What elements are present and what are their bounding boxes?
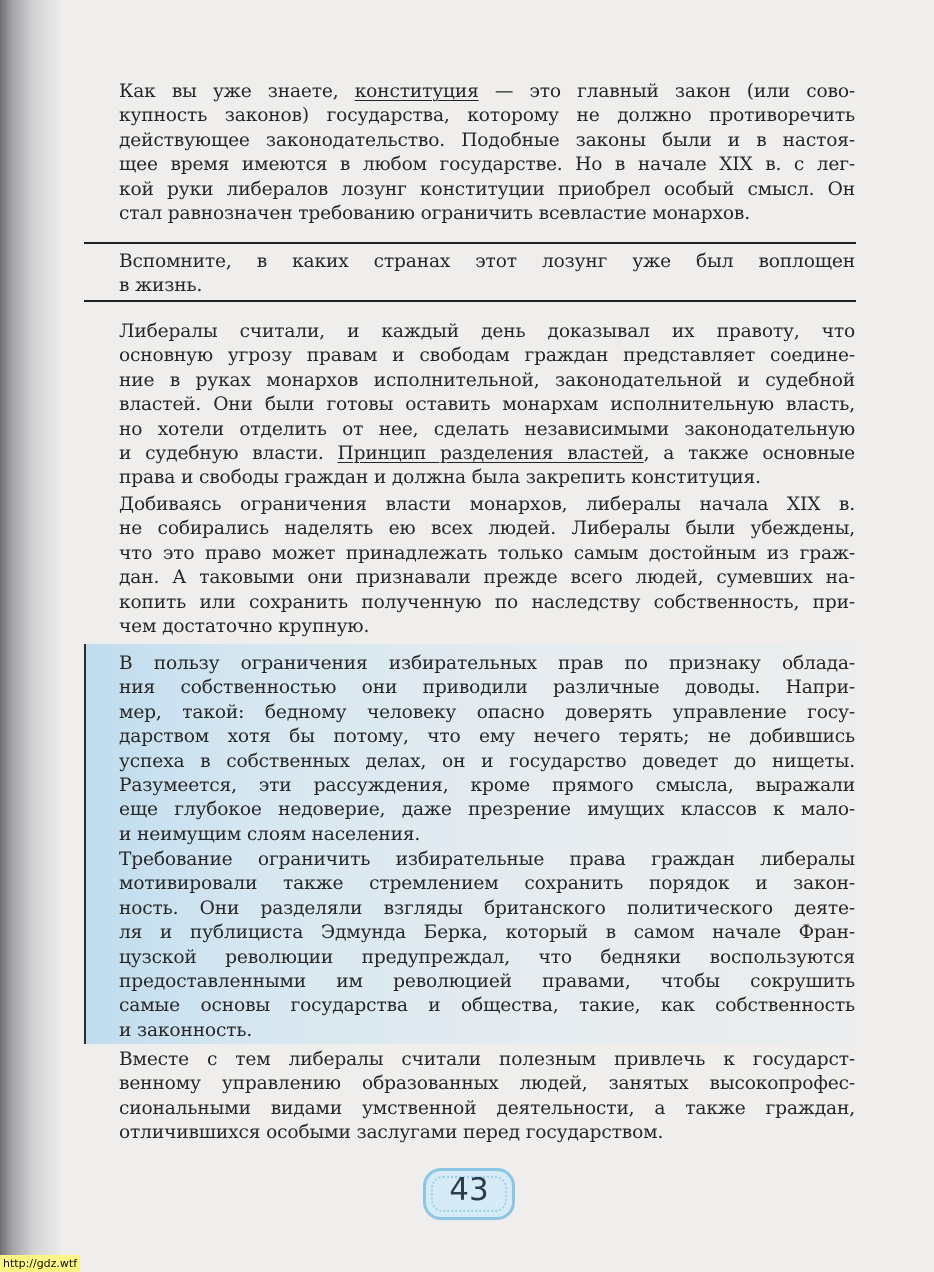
- text-line: Требование ограничить избирательные права граждан либералы: [119, 849, 855, 870]
- text-line: В пользу ограничения избирательных прав по признаку облада-: [119, 653, 855, 674]
- text-line: Разумеется, эти рассуждения, кроме прямого смысла, выражали: [119, 775, 855, 797]
- text-line: не собирались наделять ею всех людей. Либералы были убеждены,: [119, 518, 855, 540]
- text-line: отличившихся особыми заслугами перед государством.: [119, 1122, 664, 1144]
- text-line: сиональными видами умственной деятельности, а также граждан,: [119, 1097, 855, 1119]
- term-constitution: конституция: [354, 81, 479, 102]
- text-line: что это право может принадлежать только самым достойным из граж-: [119, 542, 855, 564]
- paragraph-educated-people: [119, 1048, 855, 1146]
- excerpt-property-qualification: [119, 652, 855, 847]
- text-line: и неимущим слоям населения.: [119, 823, 421, 845]
- question-remember: [119, 250, 855, 299]
- text-line: основную угрозу правам и свободам граждан представляет соедине-: [119, 345, 855, 367]
- text-line: Добиваясь ограничения власти монархов, либералы начала XIX в.: [119, 494, 855, 515]
- text-line: щее время имеются в любом государстве. Но в начале XIX в. с лег-: [119, 154, 855, 176]
- text-line: предоставленными им революцией правами, чтобы сокрушить: [119, 971, 855, 993]
- text-line: дарством хотя бы потому, что ему нечего терять; не добившись: [119, 726, 855, 748]
- text-line: ность. Они разделяли взгляды британского политического деяте-: [119, 897, 855, 919]
- text-line: властей. Они были готовы оставить монархам исполнительную власть,: [119, 394, 855, 416]
- text-line: мотивировали также стремлением сохранить порядок и закон-: [119, 873, 855, 895]
- text-line: дан. А таковыми они признавали прежде всего людей, сумевших на-: [119, 567, 855, 589]
- text-line: мер, такой: бедному человеку опасно доверять управление госу-: [119, 701, 855, 723]
- highlighted-excerpt-bar: [84, 644, 86, 1044]
- text-line: копить или сохранить полученную по наследству собственность, при-: [119, 591, 855, 613]
- text-line: но хотели отделить от нее, сделать независимыми законодательную: [119, 418, 855, 440]
- text-line: ля и публициста Эдмунда Берка, который в самом начале Фран-: [119, 922, 855, 944]
- text-line: и судебную власти. Принцип разделения властей, а также основные: [119, 443, 855, 465]
- text-line: чем достаточно крупную.: [119, 616, 370, 638]
- watermark-link[interactable]: http://gdz.wtf: [0, 1255, 80, 1272]
- page-number: 43: [449, 1172, 489, 1208]
- text-line: стал равнозначен требованию ограничить всевластие монархов.: [119, 203, 751, 225]
- term-separation-of-powers: Принцип разделения властей: [337, 443, 644, 465]
- text-line: Как вы уже знаете, конституция — это главный закон (или сово-: [119, 81, 856, 102]
- text-line: ние в руках монархов исполнительной, законодательной и судебной: [119, 369, 855, 391]
- text-line: венному управлению образованных людей, занятых высокопрофес-: [119, 1073, 855, 1095]
- text-line: в жизнь.: [119, 275, 203, 297]
- text-line: действующее законодательство. Подобные законы были и в настоя-: [119, 129, 855, 151]
- text-line: права и свободы граждан и должна была закрепить конституция.: [119, 467, 761, 489]
- text-line: Либералы считали, и каждый день доказывал их правоту, что: [119, 321, 855, 342]
- paragraph-constitution: [119, 80, 855, 226]
- question-rule-top: [84, 242, 856, 244]
- text-line: купность законов) государства, которому не должно противоречить: [119, 105, 855, 127]
- text-line: ния собственностью они приводили различные доводы. Напри-: [119, 677, 855, 699]
- paragraph-separation-of-powers: [119, 320, 855, 491]
- text-line: Вместе с тем либералы считали полезным привлечь к государст-: [119, 1049, 855, 1070]
- text-line: еще глубокое недоверие, даже презрение имущих классов к мало-: [119, 799, 855, 821]
- text-line: самые основы государства и общества, такие, как собственность: [119, 995, 855, 1017]
- paragraph-voting-rights: [119, 493, 855, 639]
- text-line: успеха в собственных делах, он и государство доведет до нищеты.: [119, 750, 855, 772]
- text-line: кой руки либералов лозунг конституции приобрел особый смысл. Он: [119, 178, 855, 200]
- question-rule-bottom: [84, 300, 856, 302]
- text-line: цузской революции предупреждал, что бедняки воспользуются: [119, 946, 855, 968]
- excerpt-burke: [119, 848, 855, 1043]
- text-line: Вспомните, в каких странах этот лозунг уже был воплощен: [119, 251, 855, 272]
- text-line: и законность.: [119, 1019, 253, 1041]
